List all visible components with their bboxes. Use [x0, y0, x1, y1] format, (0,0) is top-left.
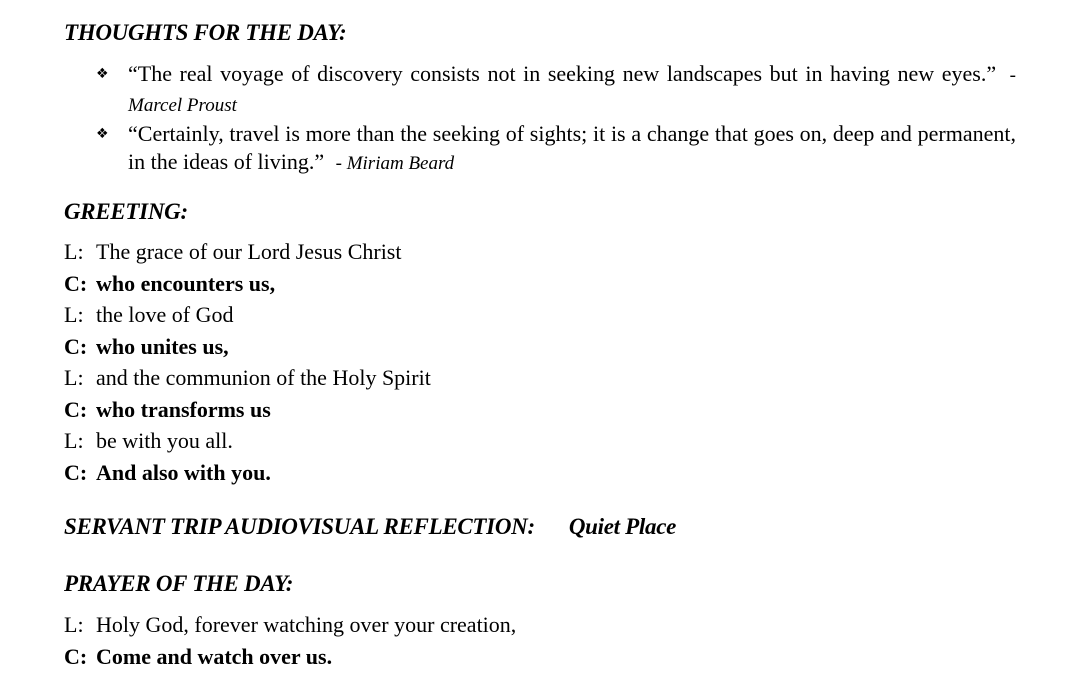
leader-line — [64, 609, 516, 641]
quote-text: “The real voyage of discovery consists not in seeking new landscapes but in having new eyes.” — [128, 61, 997, 86]
line-text: and the communion of the Holy Spirit — [96, 365, 431, 390]
congregation-line — [64, 331, 431, 363]
leader-line — [64, 362, 431, 394]
thoughts-list — [96, 60, 1016, 178]
diamond-bullet-icon: ❖ — [96, 66, 109, 82]
line-text: Come and watch over us. — [96, 643, 333, 669]
diamond-bullet-icon: ❖ — [96, 126, 109, 142]
quote-author: - Miriam Beard — [335, 153, 455, 174]
line-text: the love of God — [96, 302, 234, 327]
speaker-label: L: — [64, 239, 84, 264]
line-text: who unites us, — [96, 333, 229, 359]
line-text: be with you all. — [96, 428, 233, 453]
prayer-lines — [64, 609, 516, 672]
congregation-line — [64, 641, 516, 673]
line-text: And also with you. — [96, 459, 271, 485]
reflection-heading-label: SERVANT TRIP AUDIOVISUAL REFLECTION: — [64, 514, 535, 539]
speaker-label: C: — [64, 333, 88, 359]
list-item — [96, 60, 1016, 120]
greeting-lines — [64, 236, 431, 488]
leader-line — [64, 299, 431, 331]
speaker-label: L: — [64, 365, 84, 390]
reflection-heading — [64, 514, 676, 540]
speaker-label: C: — [64, 643, 88, 669]
speaker-label: L: — [64, 302, 84, 327]
reflection-title: Quiet Place — [568, 514, 677, 539]
line-text: who encounters us, — [96, 270, 276, 296]
quote-author: - Marcel Proust — [128, 65, 1016, 116]
congregation-line — [64, 394, 431, 426]
thoughts-heading: THOUGHTS FOR THE DAY: — [64, 20, 347, 45]
speaker-label: L: — [64, 428, 84, 453]
list-item — [96, 120, 1016, 178]
line-text: who transforms us — [96, 396, 271, 422]
speaker-label: L: — [64, 612, 84, 637]
greeting-heading: GREETING: — [64, 199, 188, 224]
quote-text: “Certainly, travel is more than the seeking of sights; it is a change that goes on, deep and permanent, in the ideas of living.” — [128, 121, 1016, 174]
line-text: The grace of our Lord Jesus Christ — [96, 239, 402, 264]
line-text: Holy God, forever watching over your creation, — [96, 612, 517, 637]
leader-line — [64, 236, 431, 268]
speaker-label: C: — [64, 396, 88, 422]
leader-line — [64, 425, 431, 457]
congregation-line — [64, 457, 431, 489]
speaker-label: C: — [64, 270, 88, 296]
speaker-label: C: — [64, 459, 88, 485]
congregation-line — [64, 268, 431, 300]
prayer-heading: PRAYER OF THE DAY: — [64, 571, 294, 596]
